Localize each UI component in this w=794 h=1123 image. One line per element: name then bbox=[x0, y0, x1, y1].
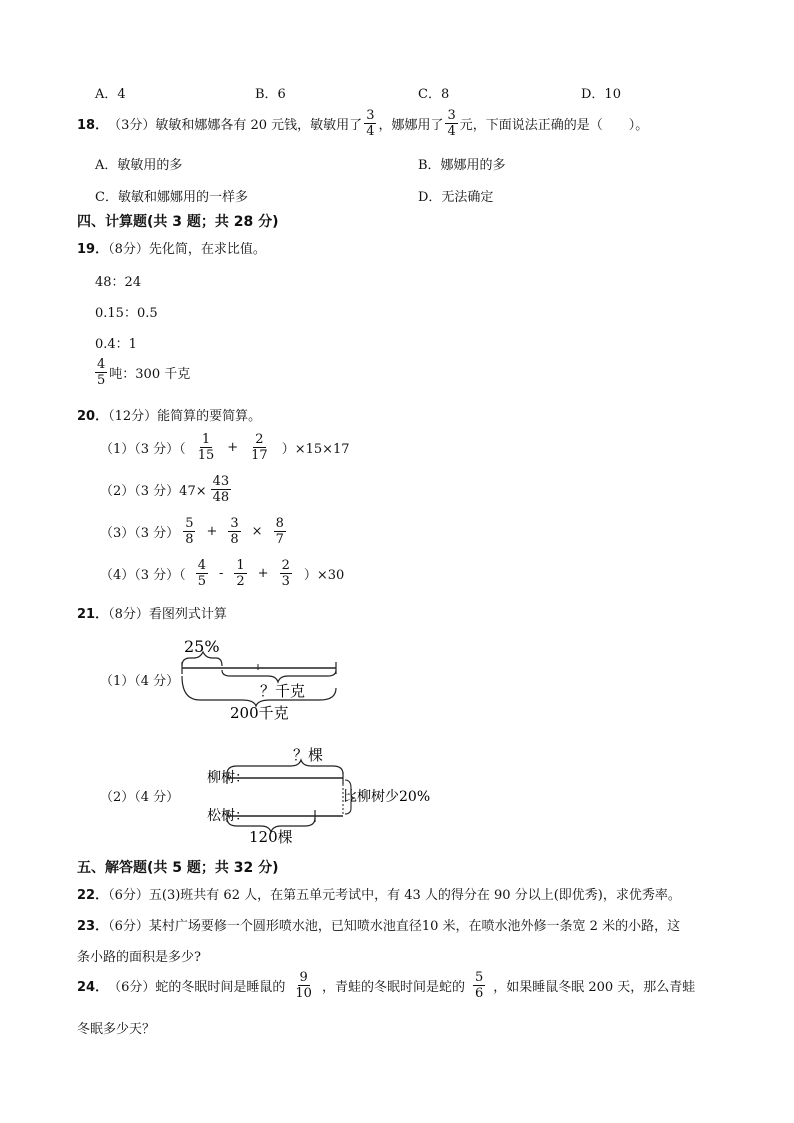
q21-diagram-1 bbox=[170, 630, 350, 720]
question-number: 18． bbox=[77, 118, 109, 133]
question-points: （3分） bbox=[108, 118, 156, 133]
fraction: $\frac{3}{4}$ bbox=[366, 108, 375, 139]
diagram-2-top-label: ？棵 bbox=[293, 746, 324, 764]
q19-item-4 bbox=[93, 357, 190, 388]
operator: + bbox=[227, 440, 239, 455]
question-text: 看图列式计算 bbox=[148, 607, 227, 622]
part-label: （1）（3 分）（ bbox=[100, 442, 186, 457]
fraction: $\frac{2}{3}$ bbox=[281, 558, 290, 589]
section-4-title: 四、计算题(共 3 题；共 28 分) bbox=[77, 214, 279, 230]
q19-item-2: 0.15：0.5 bbox=[95, 306, 158, 321]
fraction: $\frac{5}{6}$ bbox=[474, 970, 484, 1001]
q17-option-b: B．6 bbox=[255, 87, 286, 102]
part-label: （3）（3 分） bbox=[100, 526, 180, 541]
q19-item-4-text: 吨：300 千克 bbox=[109, 367, 191, 382]
question-text: ，青蛙的冬眠时间是蛇的 bbox=[321, 980, 465, 995]
fraction: $\frac{2}{17}$ bbox=[251, 432, 268, 463]
question-number: 21． bbox=[77, 607, 109, 622]
diagram-1-bottom-brace bbox=[182, 676, 336, 706]
fraction: $\frac{8}{7}$ bbox=[275, 516, 284, 547]
question-points: （8分） bbox=[108, 242, 149, 257]
q18-option-a: A．敏敏用的多 bbox=[95, 158, 183, 173]
section-5-title: 五、解答题(共 5 题；共 32 分) bbox=[77, 860, 279, 876]
question-number: 19． bbox=[77, 242, 109, 257]
question-24-line-2: 冬眠多少天？ bbox=[77, 1022, 156, 1037]
question-text: 某村广场要修一个圆形喷水池，已知喷水池直径10 米，在喷水池外修一条宽 2 米的小路，这 bbox=[148, 919, 681, 934]
operator: + bbox=[206, 524, 218, 539]
q20-part-2 bbox=[100, 474, 233, 505]
q20-part-1 bbox=[100, 432, 350, 463]
fraction: $\frac{3}{4}$ bbox=[447, 108, 456, 139]
question-points: （12分） bbox=[108, 409, 158, 424]
question-text: 先化简，在求比值。 bbox=[148, 242, 266, 257]
fraction: $\frac{43}{48}$ bbox=[212, 474, 230, 505]
question-19 bbox=[77, 238, 266, 257]
q18-option-b: B．娜娜用的多 bbox=[418, 158, 506, 173]
q18-option-d: D．无法确定 bbox=[418, 190, 494, 205]
question-text: ，娜娜用了 bbox=[378, 118, 444, 133]
question-points: （6分） bbox=[108, 888, 149, 903]
diagram-2-row1-label: 柳树： bbox=[207, 770, 249, 786]
question-18 bbox=[77, 108, 648, 139]
fraction: $\frac{1}{15}$ bbox=[197, 432, 215, 463]
question-text: 五(3)班共有 62 人，在第五单元考试中，有 43 人的得分在 90 分以上(即优秀)，求优秀率。 bbox=[148, 888, 681, 903]
q17-option-a: A．4 bbox=[95, 87, 126, 102]
diagram-1-top-label: 25% bbox=[184, 637, 220, 656]
question-points: （6分） bbox=[108, 919, 149, 934]
fraction: $\frac{9}{10}$ bbox=[295, 970, 312, 1001]
fraction: $\frac{4}{5}$ bbox=[197, 558, 206, 589]
question-points: （6分） bbox=[108, 980, 156, 995]
question-number: 20． bbox=[77, 409, 109, 424]
question-text: 能简算的要简算。 bbox=[157, 409, 262, 424]
question-20 bbox=[77, 405, 261, 424]
question-text: 敏敏和娜娜各有 20 元钱，敏敏用了 bbox=[155, 118, 363, 133]
part-tail: ）×30 bbox=[303, 568, 345, 583]
diagram-2-bottom-label: 120棵 bbox=[249, 828, 293, 844]
fraction: $\frac{1}{2}$ bbox=[236, 558, 245, 589]
diagram-1-mid-brace bbox=[222, 670, 336, 682]
fraction: $\frac{4}{5}$ bbox=[97, 357, 106, 388]
question-23-line-2: 条小路的面积是多少? bbox=[77, 950, 201, 965]
part-tail: ）×15×17 bbox=[281, 442, 350, 457]
question-number: 22． bbox=[77, 888, 109, 903]
part-label: （4）（3 分）（ bbox=[100, 568, 186, 583]
q18-option-c: C．敏敏和娜娜用的一样多 bbox=[95, 190, 248, 205]
question-text: ，如果睡鼠冬眠 200 天，那么青蛙 bbox=[493, 980, 696, 995]
q21-part-2-label: （2）（4 分） bbox=[100, 790, 180, 805]
operator: × bbox=[251, 524, 263, 539]
question-21 bbox=[77, 603, 227, 622]
diagram-1-bottom-label: 200千克 bbox=[230, 704, 289, 720]
diagram-2-side-label: 比柳树少20% bbox=[343, 789, 431, 805]
q17-option-d: D．10 bbox=[581, 87, 621, 102]
q17-option-c: C．8 bbox=[418, 87, 450, 102]
question-22 bbox=[77, 884, 681, 903]
question-points: （8分） bbox=[108, 607, 149, 622]
q19-item-1: 48：24 bbox=[95, 275, 142, 290]
question-number: 24． bbox=[77, 980, 109, 995]
question-text: 元，下面说法正确的是（ ）。 bbox=[459, 118, 649, 133]
q21-part-1-label: （1）（4 分） bbox=[100, 674, 180, 689]
q20-part-3 bbox=[100, 516, 288, 547]
question-24 bbox=[77, 970, 695, 1001]
question-number: 23． bbox=[77, 919, 109, 934]
diagram-2-row2-label: 松树： bbox=[207, 808, 249, 824]
question-text: 蛇的冬眠时间是睡鼠的 bbox=[155, 980, 286, 995]
diagram-1-mid-label: ？千克 bbox=[260, 682, 306, 700]
operator: + bbox=[257, 566, 269, 581]
q21-diagram-2 bbox=[205, 740, 455, 844]
question-23 bbox=[77, 915, 680, 934]
q20-part-4 bbox=[100, 558, 344, 589]
fraction: $\frac{3}{8}$ bbox=[230, 516, 239, 547]
part-label: （2）（3 分）47× bbox=[100, 484, 207, 499]
operator: - bbox=[218, 566, 224, 581]
q19-item-3: 0.4：1 bbox=[95, 337, 137, 352]
fraction: $\frac{5}{8}$ bbox=[185, 516, 194, 547]
